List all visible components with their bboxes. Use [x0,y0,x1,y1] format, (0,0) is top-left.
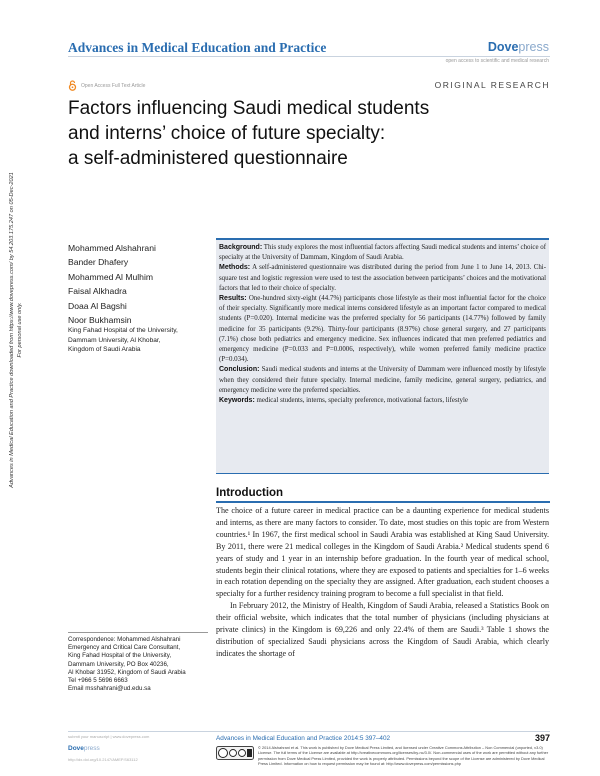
correspondence-line: Tel +966 5 5696 6663 [68,677,128,685]
affiliation-line: King Fahad Hospital of the University, [68,327,178,334]
background-label: Background: [219,244,263,251]
article-type: ORIGINAL RESEARCH [434,80,550,90]
correspondence [68,632,208,693]
footer-citation: Advances in Medical Education and Practice 2014:5 397–402 [216,735,391,742]
open-access-text: Open Access Full Text Article [81,82,146,89]
correspondence-line: Emergency and Critical Care Consultant, [68,644,181,652]
correspondence-line: King Fahad Hospital of the University, [68,652,172,660]
correspondence-email[interactable]: Email msshahrani@ud.edu.sa [68,685,151,693]
logo-press: press [518,40,549,54]
download-notice-line: Advances in Medical Education and Practice downloaded from https://www.dovepress.com/ by 54.203.175.247 on 05-Dec-2021 [9,172,15,488]
title-line: a self-administered questionnaire [68,148,348,169]
results-text: One-hundred sixty-eight (44.7%) participants chose lifestyle as their most influential factor for the choice of their specialty. Significantly more medical interns considered lifestyle as an important factor compared to medical students (P=0.020). Internal medicine was the preferred specialty for 56 participants (14.77%) followed by family medicine for 35 participants (9.2%). Thirty-four participants (8.97%) chose general surgery, and 27 participants (7.1%) chose both pediatrics and emergency medicine. Sex influences indicated that men preferred pediatrics and emergency medicine (P=0.033 and P=0.0006, respectively), while women preferred family medicine practice (P=0.034). [219,295,546,364]
background-text: This study explores the most influential factors affecting Saudi medical students and interns’ choice of specialty at the University of Dammam, Kingdom of Saudi Arabia. [219,244,546,262]
keywords-text: medical students, interns, specialty preference, motivational factors, lifestyle [256,397,468,405]
introduction-body [216,505,549,660]
correspondence-line: Correspondence: Mohammed Alshahrani [68,636,181,643]
download-notice [8,120,24,540]
article-title [68,96,468,171]
creative-commons-icon[interactable] [216,746,254,760]
abstract [216,238,549,474]
section-divider [216,501,550,503]
footer-logo-press: press [83,745,100,752]
abstract-keywords [219,396,546,406]
affiliation [68,326,208,355]
correspondence-line: Al Khobar 31952, Kingdom of Saudi Arabia [68,668,186,676]
author: Mohammed Alshahrani [68,243,156,253]
author: Mohammed Al Mulhim [68,271,154,282]
title-line: Factors influencing Saudi medical students [68,98,430,119]
results-label: Results: [219,295,247,303]
submit-manuscript-link[interactable]: submit your manuscript | www.dovepress.com [68,734,150,739]
section-heading-introduction: Introduction [216,487,284,499]
keywords-label: Keywords: [219,397,255,405]
open-access-label [68,80,145,91]
author: Doaa Al Bagshi [68,300,127,311]
correspondence-line: Dammam University, PO Box 40236, [68,660,169,668]
affiliation-line: Dammam University, Al Khobar, [68,336,161,344]
publisher-tagline: open access to scientific and medical research [445,58,549,64]
affiliation-line: Kingdom of Saudi Arabia [68,346,141,354]
conclusion-text: Saudi medical students and interns at the University of Dammam were influenced mostly by lifestyle when they considered their future specialty. Internal medicine, family medicine, general surgery, pediatrics, and emergency medicine were the preferred specialties. [219,366,546,394]
license-text: © 2014 Alshahrani et al. This work is published by Dove Medical Press Limited, and licensed under Creative Commons Attribution – Non Commercial (unported, v3.0) License. The full terms of the License are available at http://creativecommons.org/licenses/by-nc/3.0/. Non-commercial uses of the work are permitted without any further permission from Dove Medical Press Limited, provided the work is properly attributed. Permissions beyond the scope of the License are administered by Dove Medical Press Limited. Information on how to request permission may be found at: http://www.dovepress.com/permissions.php [258,745,549,767]
conclusion-label: Conclusion: [219,366,260,374]
author: Bander Dhafery [68,257,129,268]
methods-text: A self-administered questionnaire was distributed during the period from June 1 to June 14, 2013. Chi-square test and logistic regression were used to test the association between participants’ choices and the motivational factors that led to their choice of specialty. [219,264,547,292]
footer-logo-dove: Dove [68,745,84,752]
author: Faisal Alkhadra [68,286,127,297]
abstract-background [219,243,546,263]
footer-dovepress-logo[interactable] [68,745,100,752]
title-line: and interns’ choice of future specialty: [68,123,386,144]
abstract-conclusion [219,365,546,396]
page-number: 397 [534,733,550,743]
abstract-methods [219,263,546,294]
footer-divider [68,731,550,732]
download-notice-line: For personal use only. [17,302,23,358]
logo-dove: Dove [487,40,519,54]
abstract-results [219,294,546,365]
author-list [68,241,156,327]
paragraph: The choice of a future career in medical practice can be a daunting experience for medical students and interns, as there are many factors to consider. To date, most studies on this topic are from Western countries.¹ In 1967, the first medical school in Saudi Arabia was established at King Saud University. By 2011, there were 21 medical colleges in the Kingdom of Saudi Arabia.² Medical students spend 6 years of study and 1 year in an internship before graduation. In the fourth year of medical school, students begin their clinical rotations, where they are exposed to patients and specialties for 1–6 weeks in each rotation depending on the specialty they are assigned. After graduation, each student chooses a specialty for a further residency training program to become a full specialist in that field. [216,506,549,599]
paragraph: In February 2012, the Ministry of Health, Kingdom of Saudi Arabia, released a Statistics Book on their official website, which indicates that the total number of physicians (including physicians at private clinics) in the Kingdom is 69,226 and only 22.4% of them are Saudi.³ Table 1 shows the distribution of specialized Saudi physicians across the Kingdom of Saudi Arabia, which clearly indicates the shortage of [216,601,549,658]
methods-label: Methods: [219,264,251,272]
header-divider [68,56,550,57]
doi-link[interactable]: http://dx.doi.org/10.2147/AMEP.S63112 [68,757,138,762]
journal-title: Advances in Medical Education and Practice [68,40,327,55]
open-access-icon [68,80,77,91]
author: Noor Bukhamsin [68,315,132,326]
dovepress-logo[interactable] [488,40,549,54]
